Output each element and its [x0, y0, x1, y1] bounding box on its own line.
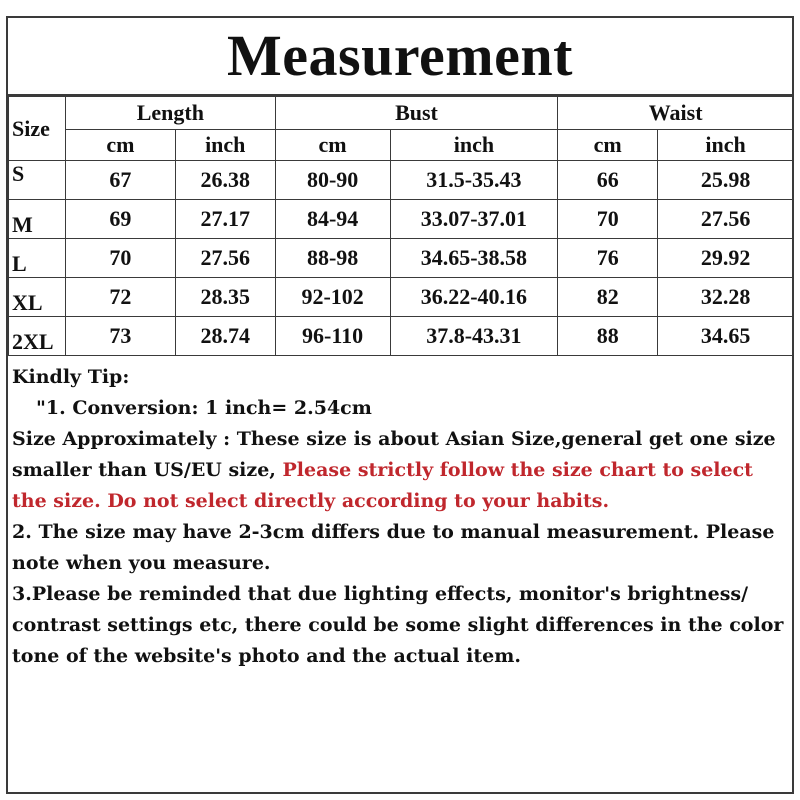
- table-cell: 37.8-43.31: [390, 317, 558, 356]
- size-header: Size: [9, 97, 66, 161]
- table-cell: 70: [558, 200, 658, 239]
- table-cell: 72: [65, 278, 175, 317]
- table-row: [9, 239, 794, 278]
- table-cell: 27.56: [175, 239, 275, 278]
- size-label: 2XL: [9, 317, 66, 356]
- bust-header: Bust: [275, 97, 558, 130]
- waist-header: Waist: [558, 97, 794, 130]
- unit-header-row: [9, 130, 794, 161]
- table-cell: 26.38: [175, 161, 275, 200]
- size-label: L: [9, 239, 66, 278]
- table-cell: 34.65-38.58: [390, 239, 558, 278]
- table-cell: 33.07-37.01: [390, 200, 558, 239]
- title-box: [6, 16, 794, 96]
- table-cell: 32.28: [658, 278, 794, 317]
- table-cell: 29.92: [658, 239, 794, 278]
- group-header-row: [9, 97, 794, 130]
- table-cell: 34.65: [658, 317, 794, 356]
- table-cell: 31.5-35.43: [390, 161, 558, 200]
- table-cell: 73: [65, 317, 175, 356]
- size-note: [12, 424, 788, 517]
- table-cell: 70: [65, 239, 175, 278]
- color-note: 3.Please be reminded that due lighting effects, monitor's brightness/ contrast settings etc, there could be some slight differences in the color tone of the website's photo and the actual item.: [12, 583, 784, 667]
- table-cell: 66: [558, 161, 658, 200]
- table-cell: 80-90: [275, 161, 390, 200]
- unit-header: inch: [390, 130, 558, 161]
- table-row: [9, 161, 794, 200]
- table-cell: 82: [558, 278, 658, 317]
- table-row: [9, 317, 794, 356]
- size-table: [8, 96, 794, 356]
- size-warning-text: Please strictly follow the size chart to select the size. Do not select directly according to your habits.: [12, 459, 753, 512]
- unit-header: cm: [558, 130, 658, 161]
- table-cell: 36.22-40.16: [390, 278, 558, 317]
- table-row: [9, 278, 794, 317]
- table-cell: 92-102: [275, 278, 390, 317]
- unit-header: cm: [65, 130, 175, 161]
- unit-header: inch: [658, 130, 794, 161]
- table-cell: 67: [65, 161, 175, 200]
- table-cell: 84-94: [275, 200, 390, 239]
- table-cell: 27.56: [658, 200, 794, 239]
- table-cell: 27.17: [175, 200, 275, 239]
- page-title: Measurement: [227, 22, 573, 88]
- measurement-note: 2. The size may have 2-3cm differs due to manual measurement. Please note when you measure.: [12, 521, 775, 574]
- length-header: Length: [65, 97, 275, 130]
- table-cell: 76: [558, 239, 658, 278]
- table-cell: 28.74: [175, 317, 275, 356]
- tips-heading: Kindly Tip:: [12, 366, 130, 388]
- table-cell: 96-110: [275, 317, 390, 356]
- table-cell: 28.35: [175, 278, 275, 317]
- table-cell: 25.98: [658, 161, 794, 200]
- table-row: [9, 200, 794, 239]
- size-label: S: [9, 161, 66, 200]
- tips-section: [12, 362, 788, 672]
- size-note-text: Size Approximately : These size is about Asian Size,general get one size smaller than US/EU size,: [12, 428, 776, 481]
- table-cell: 88: [558, 317, 658, 356]
- table-cell: 88-98: [275, 239, 390, 278]
- unit-header: inch: [175, 130, 275, 161]
- size-label: M: [9, 200, 66, 239]
- table-cell: 69: [65, 200, 175, 239]
- size-label: XL: [9, 278, 66, 317]
- unit-header: cm: [275, 130, 390, 161]
- conversion-note: "1. Conversion: 1 inch= 2.54cm: [36, 397, 372, 419]
